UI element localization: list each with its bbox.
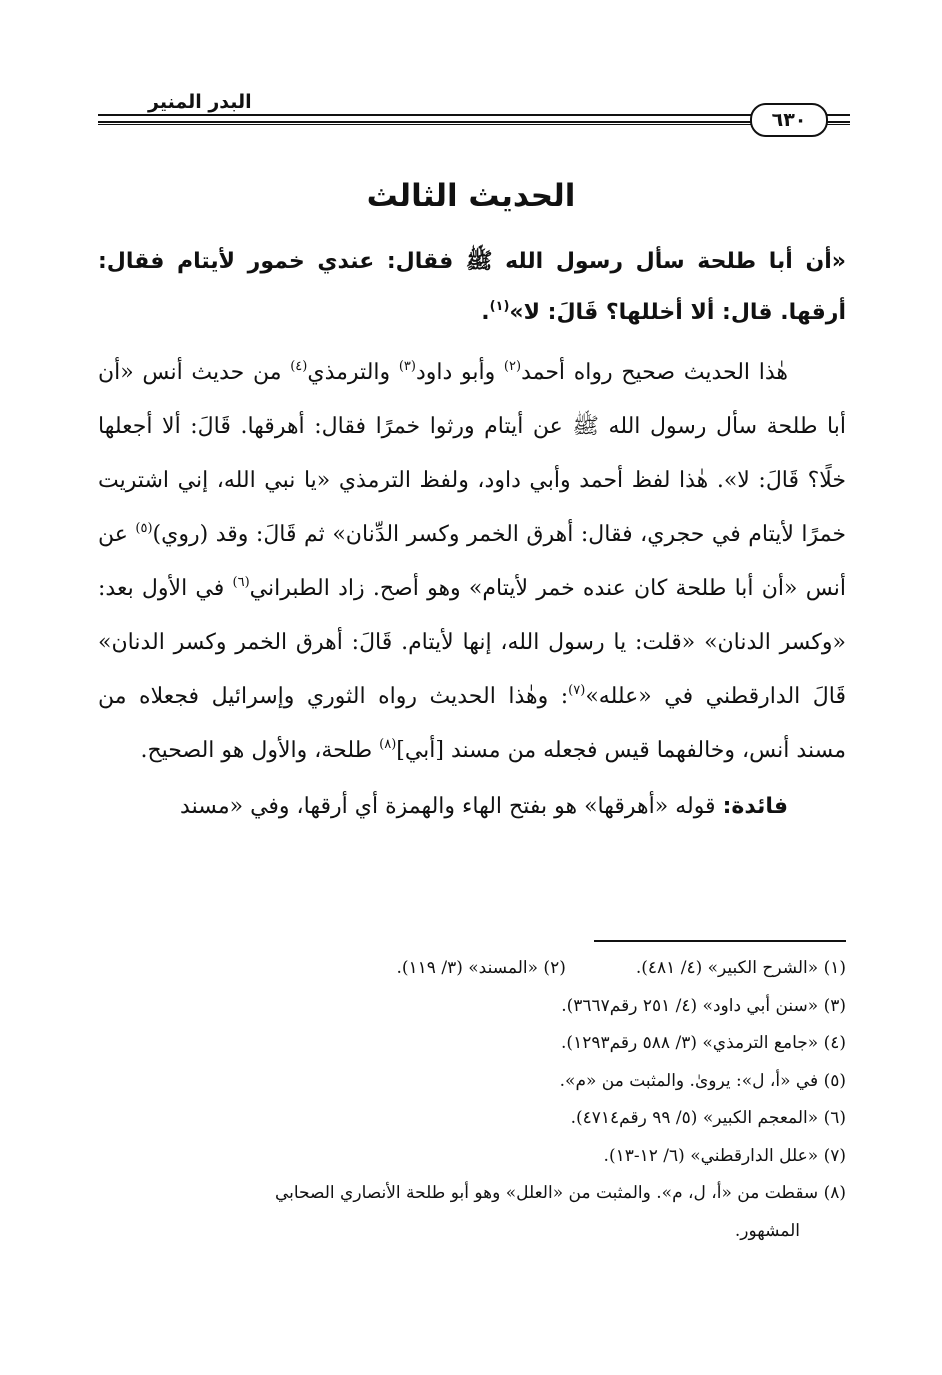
text-segment: عن أنس «أن أبا طلحة كان عنده خمر لأيتام» وهو أصح. زاد الطبراني <box>98 522 846 601</box>
text-segment: في الأول بعد: «وكسر الدنان» «قلت: يا رسول الله، إنها لأيتام. قَالَ: أهرق الخمر وكسر الدنان» قَالَ الدارقطني في «علله» <box>98 576 846 709</box>
header-thin-rule <box>98 124 850 125</box>
commentary-paragraph <box>98 346 846 778</box>
footnote-ref[interactable]: (٢) <box>503 359 522 374</box>
page-number: ٦٣٠ <box>750 103 828 137</box>
footnote-5: (٥) في «أ، ل»: يروىٰ. والمثبت من «م». <box>559 1070 846 1091</box>
footnote-3: (٣) «سنن أبي داود» (٤/ ٢٥١ رقم٣٦٦٧). <box>561 995 846 1016</box>
footnotes <box>98 950 846 1250</box>
text-segment: طلحة، والأول هو الصحيح. <box>140 738 380 763</box>
footnote-8: (٨) سقطت من «أ، ل، م». والمثبت من «العلل» وهو أبو طلحة الأنصاري الصحابي <box>274 1183 846 1203</box>
footnote-separator <box>594 940 846 942</box>
footnote-item <box>98 1138 846 1176</box>
hadith-text: «أن أبا طلحة سأل رسول الله ﷺ فقال: عندي خمور لأيتام فقال: أرقها. قال: ألا أخللها؟ قَالَ: لا»$^{(١)}$. <box>98 249 846 325</box>
footnote-item <box>98 1063 846 1101</box>
benefit-paragraph <box>98 780 846 834</box>
text-segment: من حديث أنس «أن أبا طلحة سأل رسول الله ﷺ عن أيتام ورثوا خمرًا فقال: أهرقها. قَالَ: ألا أجعلها خلًا؟ قَالَ: لا». هٰذا لفظ أحمد وأبي داود، ولفظ الترمذي «يا نبي الله، إني اشتريت خمرًا لأيتام في حجري، فقال: أهرق الخمر وكسر الدِّنان» ثم قَالَ: وقد (روي) <box>98 360 846 547</box>
footnote-7: (٧) «علل الدارقطني» (٦/ ١٢-١٣). <box>603 1145 846 1166</box>
footnote-item <box>98 1175 846 1250</box>
footnote-item <box>98 950 846 988</box>
benefit-label: فائدة: <box>722 794 788 819</box>
book-title: البدر المنير <box>138 90 262 114</box>
hadith-body: «أن أبا طلحة سأل رسول الله ﷺ فقال: عندي خمور لأيتام فقال: أرقها. قال: ألا أخللها؟ قَالَ: لا» <box>98 249 846 325</box>
footnote-ref[interactable]: (٧) <box>568 683 586 698</box>
footnote-ref[interactable]: (٣) <box>398 359 416 374</box>
text-segment: وأبو داود <box>415 360 504 385</box>
footnote-item <box>98 1100 846 1138</box>
text-segment: : وهٰذا الحديث رواه الثوري وإسرائيل فجعلاه من مسند أنس، وخالفهما قيس فجعله من مسند [أبي] <box>98 684 846 763</box>
footnote-item <box>98 1025 846 1063</box>
footnote-ref[interactable]: (١) <box>489 299 510 314</box>
footnote-6: (٦) «المعجم الكبير» (٥/ ٩٩ رقم٤٧١٤). <box>570 1108 846 1128</box>
text-segment: والترمذي <box>307 360 399 385</box>
text-segment: هٰذا الحديث صحيح رواه أحمد <box>521 360 788 385</box>
footnote-ref[interactable]: (٦) <box>232 575 250 590</box>
footnote-1: (١) «الشرح الكبير» (٤/ ٤٨١). <box>635 958 846 978</box>
footnote-ref[interactable]: (٨) <box>379 737 397 752</box>
running-header <box>98 90 850 140</box>
footnote-8-continuation: المشهور. <box>734 1220 800 1241</box>
footnote-ref[interactable]: (٥) <box>135 521 153 536</box>
text-segment: قوله «أهرقها» هو بفتح الهاء والهمزة أي أرقها، وفي «مسند <box>180 794 723 819</box>
footnote-ref[interactable]: (٤) <box>290 359 308 374</box>
footnote-4: (٤) «جامع الترمذي» (٣/ ٥٨٨ رقم١٢٩٣). <box>561 1033 846 1053</box>
footnote-2: (٢) «المسند» (٣/ ١١٩). <box>396 958 566 978</box>
main-text <box>98 236 846 834</box>
header-double-rule <box>98 114 850 123</box>
footnote-item <box>98 988 846 1026</box>
chapter-title: الحديث الثالث <box>366 178 576 214</box>
